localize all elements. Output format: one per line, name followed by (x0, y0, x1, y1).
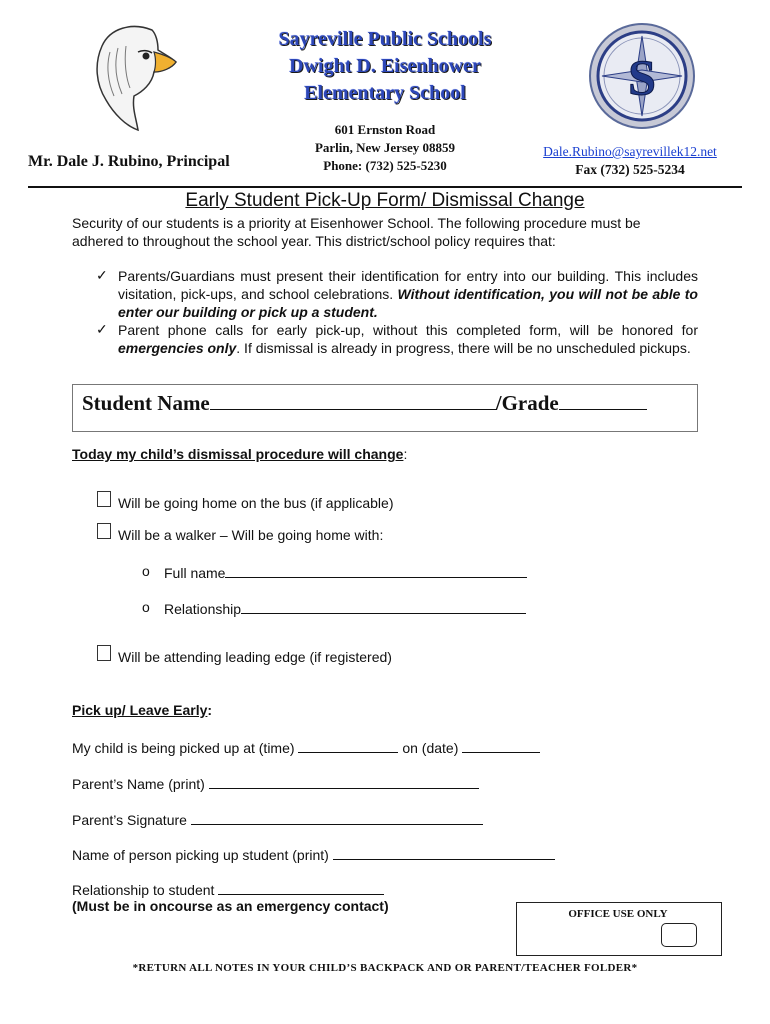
eagle-logo (92, 22, 178, 132)
policy-bullet-1 (118, 267, 698, 321)
relationship-to-student-row (72, 880, 384, 898)
pickup-date-field[interactable] (462, 738, 540, 753)
intro-line1: Security of our students is a priority at Eisenhower School. The following procedure must be (72, 215, 641, 231)
walker-checkbox[interactable] (97, 523, 111, 539)
leading-edge-checkbox[interactable] (97, 645, 111, 661)
full-name-row (164, 563, 527, 581)
office-use-field[interactable] (661, 923, 697, 947)
student-name-row (82, 389, 647, 416)
relationship-row (164, 599, 526, 617)
header-divider (28, 186, 742, 188)
pickup-person-row (72, 845, 555, 863)
relationship-label: Relationship (164, 601, 242, 617)
pickup-time-label: My child is being picked up at (time) (72, 740, 295, 756)
dismissal-heading-row (72, 446, 407, 462)
address-line1: 601 Ernston Road (334, 122, 436, 137)
pickup-person-label: Name of person picking up student (print) (72, 847, 329, 863)
email-link[interactable]: Dale.Rubino@sayrevillek12.net (543, 144, 717, 159)
pickup-time-field[interactable] (298, 738, 398, 753)
pickup-heading-colon: : (207, 702, 213, 718)
bus-option-label: Will be going home on the bus (if applicable) (118, 495, 394, 511)
dismissal-heading: Today my child’s dismissal procedure will change (72, 446, 404, 462)
policy-bullet-2-text-end: . If dismissal is already in progress, there will be no unscheduled pickups. (236, 340, 691, 356)
parent-name-row (72, 774, 479, 792)
parent-signature-field[interactable] (191, 810, 483, 825)
pickup-heading: Pick up/ Leave Early (72, 702, 208, 718)
parent-signature-label: Parent’s Signature (72, 812, 187, 828)
policy-bullet-1-text: Parents/Guardians must present their identification for entry into our building. This includes visitation, pick-ups, and school celebrations. (118, 268, 698, 302)
grade-field[interactable] (559, 389, 647, 410)
grade-label: /Grade (495, 391, 559, 415)
fax-number: Fax (732) 525-5234 (575, 162, 685, 177)
footer-note: *RETURN ALL NOTES IN YOUR CHILD’S BACKPACK AND OR PARENT/TEACHER FOLDER* (132, 962, 638, 974)
school-title-line2: Dwight D. Eisenhower (289, 55, 481, 77)
check-icon: ✓ (96, 267, 108, 283)
school-title-line1: Sayreville Public Schools (278, 28, 492, 50)
emergency-contact-note: (Must be in oncourse as an emergency contact) (72, 898, 389, 914)
pickup-person-field[interactable] (333, 845, 555, 860)
pickup-time-row (72, 738, 540, 756)
full-name-label: Full name (164, 565, 226, 581)
leading-edge-option-label: Will be attending leading edge (if registered) (118, 649, 392, 665)
relationship-to-student-field[interactable] (218, 880, 384, 895)
office-use-label: OFFICE USE ONLY (568, 908, 668, 920)
bus-checkbox[interactable] (97, 491, 111, 507)
check-icon: ✓ (96, 321, 108, 337)
parent-name-label: Parent’s Name (print) (72, 776, 205, 792)
full-name-field[interactable] (225, 563, 527, 578)
school-seal-logo (588, 22, 696, 130)
sub-bullet-icon: o (142, 563, 150, 579)
parent-name-field[interactable] (209, 774, 479, 789)
policy-bullet-1-emphasis: Without identification, you will not be able to enter our building or pick up a student. (118, 286, 698, 320)
policy-bullet-2-text: Parent phone calls for early pick-up, without this completed form, will be honored for (118, 322, 698, 338)
seal-letter: S (628, 49, 656, 105)
pickup-date-label: on (date) (402, 740, 459, 756)
principal-name: Mr. Dale J. Rubino, Principal (28, 153, 230, 170)
walker-option-label: Will be a walker – Will be going home with: (118, 527, 384, 543)
relationship-field[interactable] (241, 599, 526, 614)
school-title-line3: Elementary School (304, 82, 466, 104)
intro-line2: adhered to throughout the school year. This district/school policy requires that: (72, 233, 556, 249)
student-name-field[interactable] (210, 389, 496, 410)
dismissal-heading-colon: : (403, 446, 408, 462)
student-name-label: Student Name (82, 391, 210, 415)
relationship-to-student-label: Relationship to student (72, 882, 215, 898)
address-line2: Parlin, New Jersey 08859 (314, 140, 456, 155)
parent-signature-row (72, 810, 483, 828)
form-title: Early Student Pick-Up Form/ Dismissal Change (185, 190, 585, 211)
policy-bullet-2 (118, 321, 698, 357)
policy-bullet-2-emphasis: emergencies only (118, 340, 237, 356)
pickup-heading-row (72, 702, 212, 718)
sub-bullet-icon: o (142, 599, 150, 615)
phone-number: Phone: (732) 525-5230 (323, 158, 447, 173)
